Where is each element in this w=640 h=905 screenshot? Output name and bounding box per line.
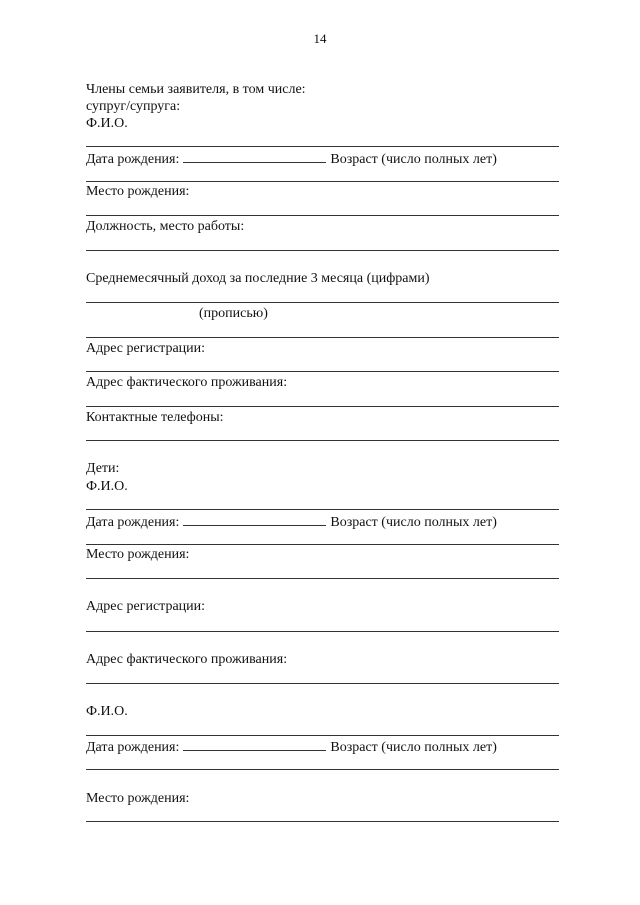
spouse-dob-field[interactable]: [183, 149, 326, 163]
child2-dob-field[interactable]: [183, 737, 326, 751]
children-label: Дети:: [86, 461, 120, 476]
child2-dob-line[interactable]: [86, 769, 559, 770]
child2-birthplace-line[interactable]: [86, 821, 559, 822]
spouse-reg-address-label: Адрес регистрации:: [86, 341, 206, 356]
spouse-fio-line[interactable]: [86, 146, 559, 147]
spouse-label: супруг/супруга:: [86, 99, 181, 114]
child2-fio-line[interactable]: [86, 735, 559, 736]
child-dob-row: [86, 512, 497, 531]
spouse-actual-address-label: Адрес фактического проживания:: [86, 375, 288, 390]
spouse-income-words-label: (прописью): [199, 306, 268, 321]
child-actual-address-line[interactable]: [86, 683, 559, 684]
child-actual-address-label: Адрес фактического проживания:: [86, 652, 288, 667]
child-birthplace-label: Место рождения:: [86, 547, 190, 562]
spouse-income-words-line[interactable]: [86, 337, 559, 338]
spouse-income-label: Среднемесячный доход за последние 3 месяца (цифрами): [86, 271, 430, 286]
child-fio-line[interactable]: [86, 509, 559, 510]
child-dob-line[interactable]: [86, 544, 559, 545]
page-number: 14: [313, 31, 327, 46]
spouse-age-label: Возраст (число полных лет): [330, 152, 497, 167]
child2-fio-label: Ф.И.О.: [86, 704, 128, 719]
spouse-job-label: Должность, место работы:: [86, 219, 245, 234]
child-dob-label: Дата рождения:: [86, 515, 180, 530]
spouse-dob-line[interactable]: [86, 181, 559, 182]
spouse-phones-label: Контактные телефоны:: [86, 410, 224, 425]
child2-dob-row: [86, 737, 497, 756]
family-intro: Члены семьи заявителя, в том числе:: [86, 82, 306, 97]
child-dob-field[interactable]: [183, 512, 326, 526]
spouse-dob-label: Дата рождения:: [86, 152, 180, 167]
child-fio-label: Ф.И.О.: [86, 479, 128, 494]
spouse-reg-address-line[interactable]: [86, 371, 559, 372]
spouse-birthplace-label: Место рождения:: [86, 184, 190, 199]
spouse-dob-row: [86, 149, 497, 168]
child-reg-address-line[interactable]: [86, 631, 559, 632]
spouse-phones-line[interactable]: [86, 440, 559, 441]
spouse-fio-label: Ф.И.О.: [86, 116, 128, 131]
spouse-birthplace-line[interactable]: [86, 215, 559, 216]
spouse-income-line[interactable]: [86, 302, 559, 303]
child-age-label: Возраст (число полных лет): [330, 515, 497, 530]
child-birthplace-line[interactable]: [86, 578, 559, 579]
spouse-job-line[interactable]: [86, 250, 559, 251]
child2-age-label: Возраст (число полных лет): [330, 740, 497, 755]
child2-dob-label: Дата рождения:: [86, 740, 180, 755]
child-reg-address-label: Адрес регистрации:: [86, 599, 206, 614]
child2-birthplace-label: Место рождения:: [86, 791, 190, 806]
spouse-actual-address-line[interactable]: [86, 406, 559, 407]
